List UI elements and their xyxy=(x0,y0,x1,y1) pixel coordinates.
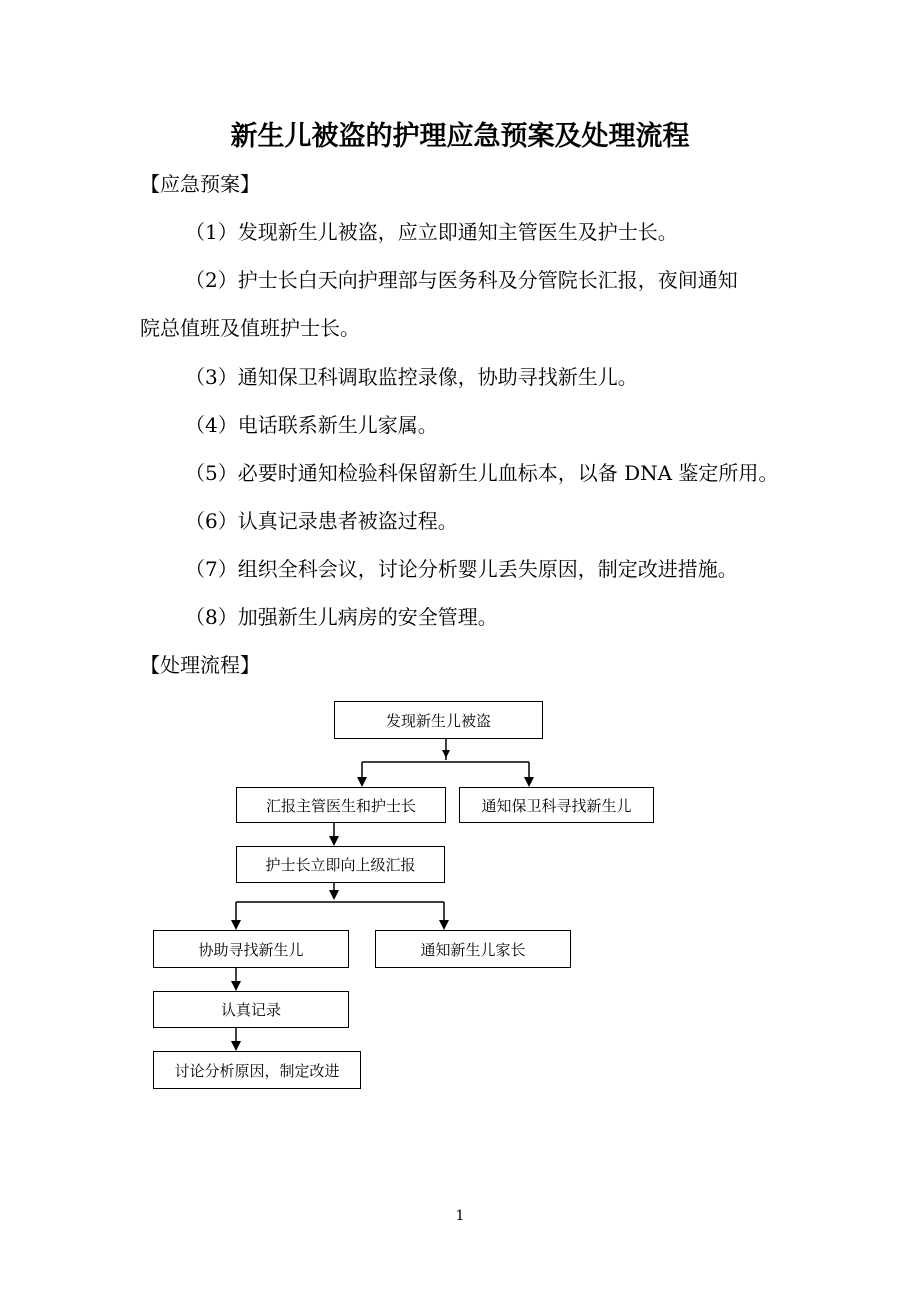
flow-node-discover: 发现新生儿被盗 xyxy=(334,701,543,739)
plan-item-7: （7）组织全科会议，讨论分析婴儿丢失原因，制定改进措施。 xyxy=(185,557,738,581)
plan-item-8: （8）加强新生儿病房的安全管理。 xyxy=(185,605,498,629)
plan-item-3: （3）通知保卫科调取监控录像，协助寻找新生儿。 xyxy=(185,365,638,389)
plan-item-2: （2）护士长白天向护理部与医务科及分管院长汇报，夜间通知 xyxy=(185,268,738,292)
section-heading-process-flow: 【处理流程】 xyxy=(140,653,260,677)
plan-item-6: （6）认真记录患者被盗过程。 xyxy=(185,509,458,533)
flow-node-analyze: 讨论分析原因，制定改进 xyxy=(153,1051,361,1089)
flow-node-notify-security: 通知保卫科寻找新生儿 xyxy=(459,787,654,823)
flow-node-head-nurse-report: 护士长立即向上级汇报 xyxy=(236,846,445,883)
flow-node-report-doctor: 汇报主管医生和护士长 xyxy=(236,787,446,823)
plan-item-4: （4）电话联系新生儿家属。 xyxy=(185,413,438,437)
plan-item-2-continued: 院总值班及值班护士长。 xyxy=(140,316,360,340)
plan-item-5: （5）必要时通知检验科保留新生儿血标本，以备 DNA 鉴定所用。 xyxy=(185,461,779,485)
flow-node-record: 认真记录 xyxy=(153,991,349,1028)
page-number: 1 xyxy=(455,1208,465,1224)
flow-node-search-baby: 协助寻找新生儿 xyxy=(153,930,349,968)
document-title: 新生儿被盗的护理应急预案及处理流程 xyxy=(230,121,690,152)
plan-item-1: （1）发现新生儿被盗，应立即通知主管医生及护士长。 xyxy=(185,220,678,244)
flow-node-notify-parents: 通知新生儿家长 xyxy=(375,930,571,968)
section-heading-emergency-plan: 【应急预案】 xyxy=(140,172,260,196)
